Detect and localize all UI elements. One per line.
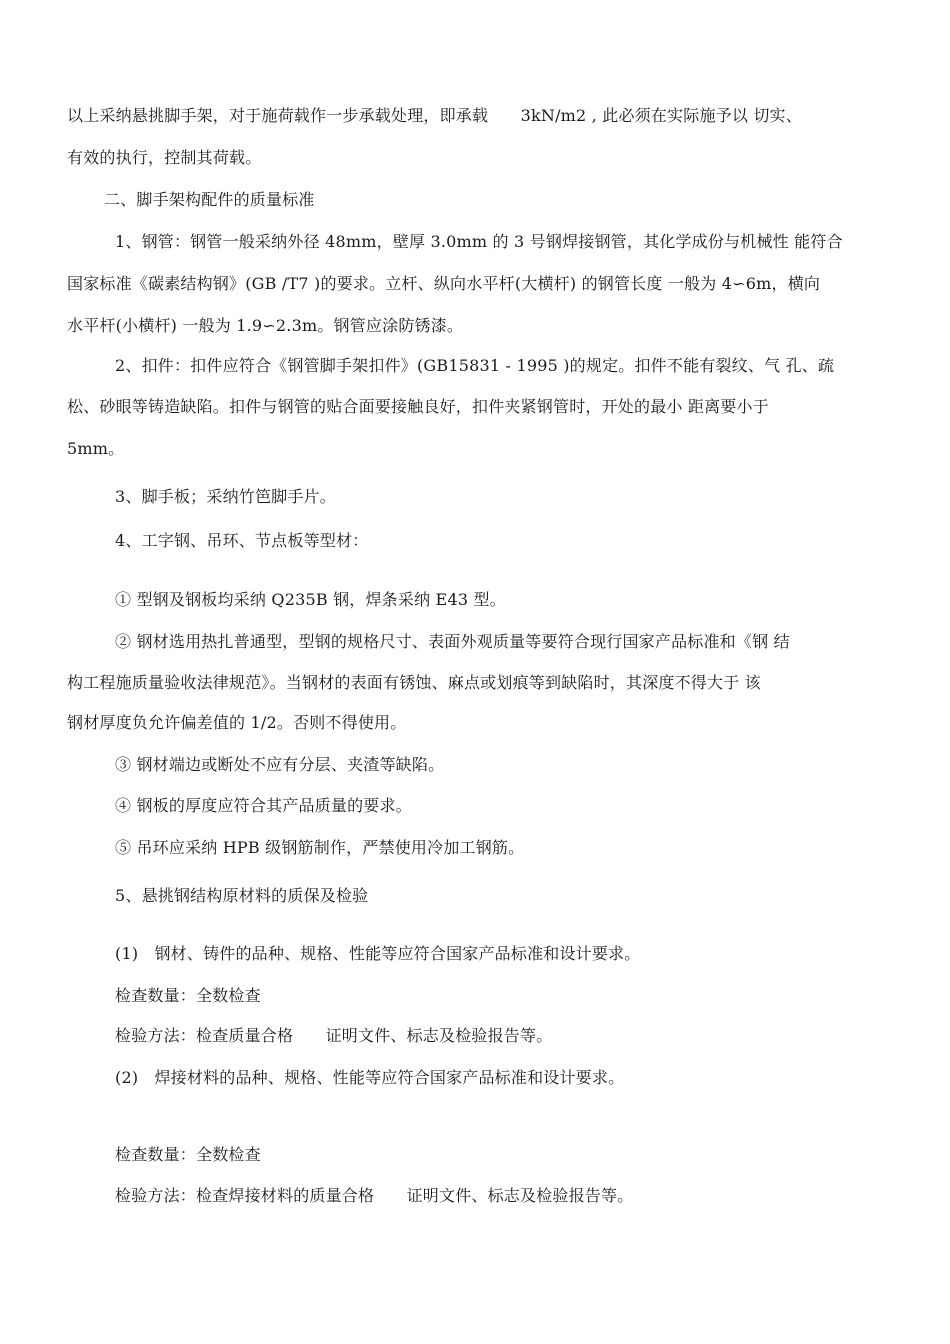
paragraph-line: 5、悬挑钢结构原材料的质保及检验 bbox=[115, 886, 369, 905]
paragraph-line: 有效的执行，控制其荷载。 bbox=[67, 148, 262, 167]
list-item: (1) 钢材、铸件的品种、规格、性能等应符合国家产品标准和设计要求。 bbox=[115, 944, 641, 963]
section-heading: 二、脚手架构配件的质量标准 bbox=[104, 190, 315, 209]
paragraph-line: 松、砂眼等铸造缺陷。扣件与钢管的贴合面要接触良好，扣件夹紧钢管时，开处的最小 距离要小于 bbox=[67, 397, 769, 416]
paragraph-line: 2、扣件：扣件应符合《钢管脚手架扣件》(GB15831 - 1995 )的规定。扣件不能有裂纹、气 孔、疏 bbox=[115, 356, 835, 375]
list-item: (2) 焊接材料的品种、规格、性能等应符合国家产品标准和设计要求。 bbox=[115, 1068, 625, 1087]
paragraph-line: 4、工字钢、吊环、节点板等型材： bbox=[115, 531, 369, 550]
list-item: ② 钢材选用热扎普通型，型钢的规格尺寸、表面外观质量等要符合现行国家产品标准和《钢 结 bbox=[115, 632, 790, 651]
paragraph-line: 3、脚手板；采纳竹笆脚手片。 bbox=[115, 487, 336, 506]
paragraph-line: 检查数量：全数检查 bbox=[115, 986, 261, 1005]
paragraph-line: 检验方法：检查质量合格 证明文件、标志及检验报告等。 bbox=[115, 1026, 553, 1045]
paragraph-line: 构工程施质量验收法律规范》。当钢材的表面有锈蚀、麻点或划痕等到缺陷时，其深度不得大于 该 bbox=[67, 673, 761, 692]
list-item: ⑤ 吊环应采纳 HPB 级钢筋制作，严禁使用冷加工钢筋。 bbox=[115, 838, 525, 857]
paragraph-line: 1、钢管：钢管一般采纳外径 48mm，壁厚 3.0mm 的 3 号钢焊接钢管，其化学成份与机械性 能符合 bbox=[115, 232, 843, 251]
paragraph-line: 以上采纳悬挑脚手架，对于施荷载作一步承载处理，即承载 3kN/m2 , 此必须在实际施予以 切实、 bbox=[67, 106, 802, 125]
paragraph-line: 检查数量：全数检查 bbox=[115, 1145, 261, 1164]
paragraph-line: 钢材厚度负允许偏差值的 1/2。否则不得使用。 bbox=[67, 713, 407, 732]
list-item: ① 型钢及钢板均采纳 Q235B 钢，焊条采纳 E43 型。 bbox=[115, 590, 506, 609]
paragraph-line: 水平杆(小横杆) 一般为 1.9∽2.3m。钢管应涂防锈漆。 bbox=[67, 316, 464, 335]
list-item: ③ 钢材端边或断处不应有分层、夹渣等缺陷。 bbox=[115, 755, 445, 774]
list-item: ④ 钢板的厚度应符合其产品质量的要求。 bbox=[115, 796, 412, 815]
paragraph-line: 国家标准《碳素结构钢》(GB /T7 )的要求。立杆、纵向水平杆(大横杆) 的钢管长度 一般为 4∽6m，横向 bbox=[67, 274, 821, 293]
paragraph-line: 5mm。 bbox=[67, 439, 125, 458]
paragraph-line: 检验方法：检查焊接材料的质量合格 证明文件、标志及检验报告等。 bbox=[115, 1186, 634, 1205]
